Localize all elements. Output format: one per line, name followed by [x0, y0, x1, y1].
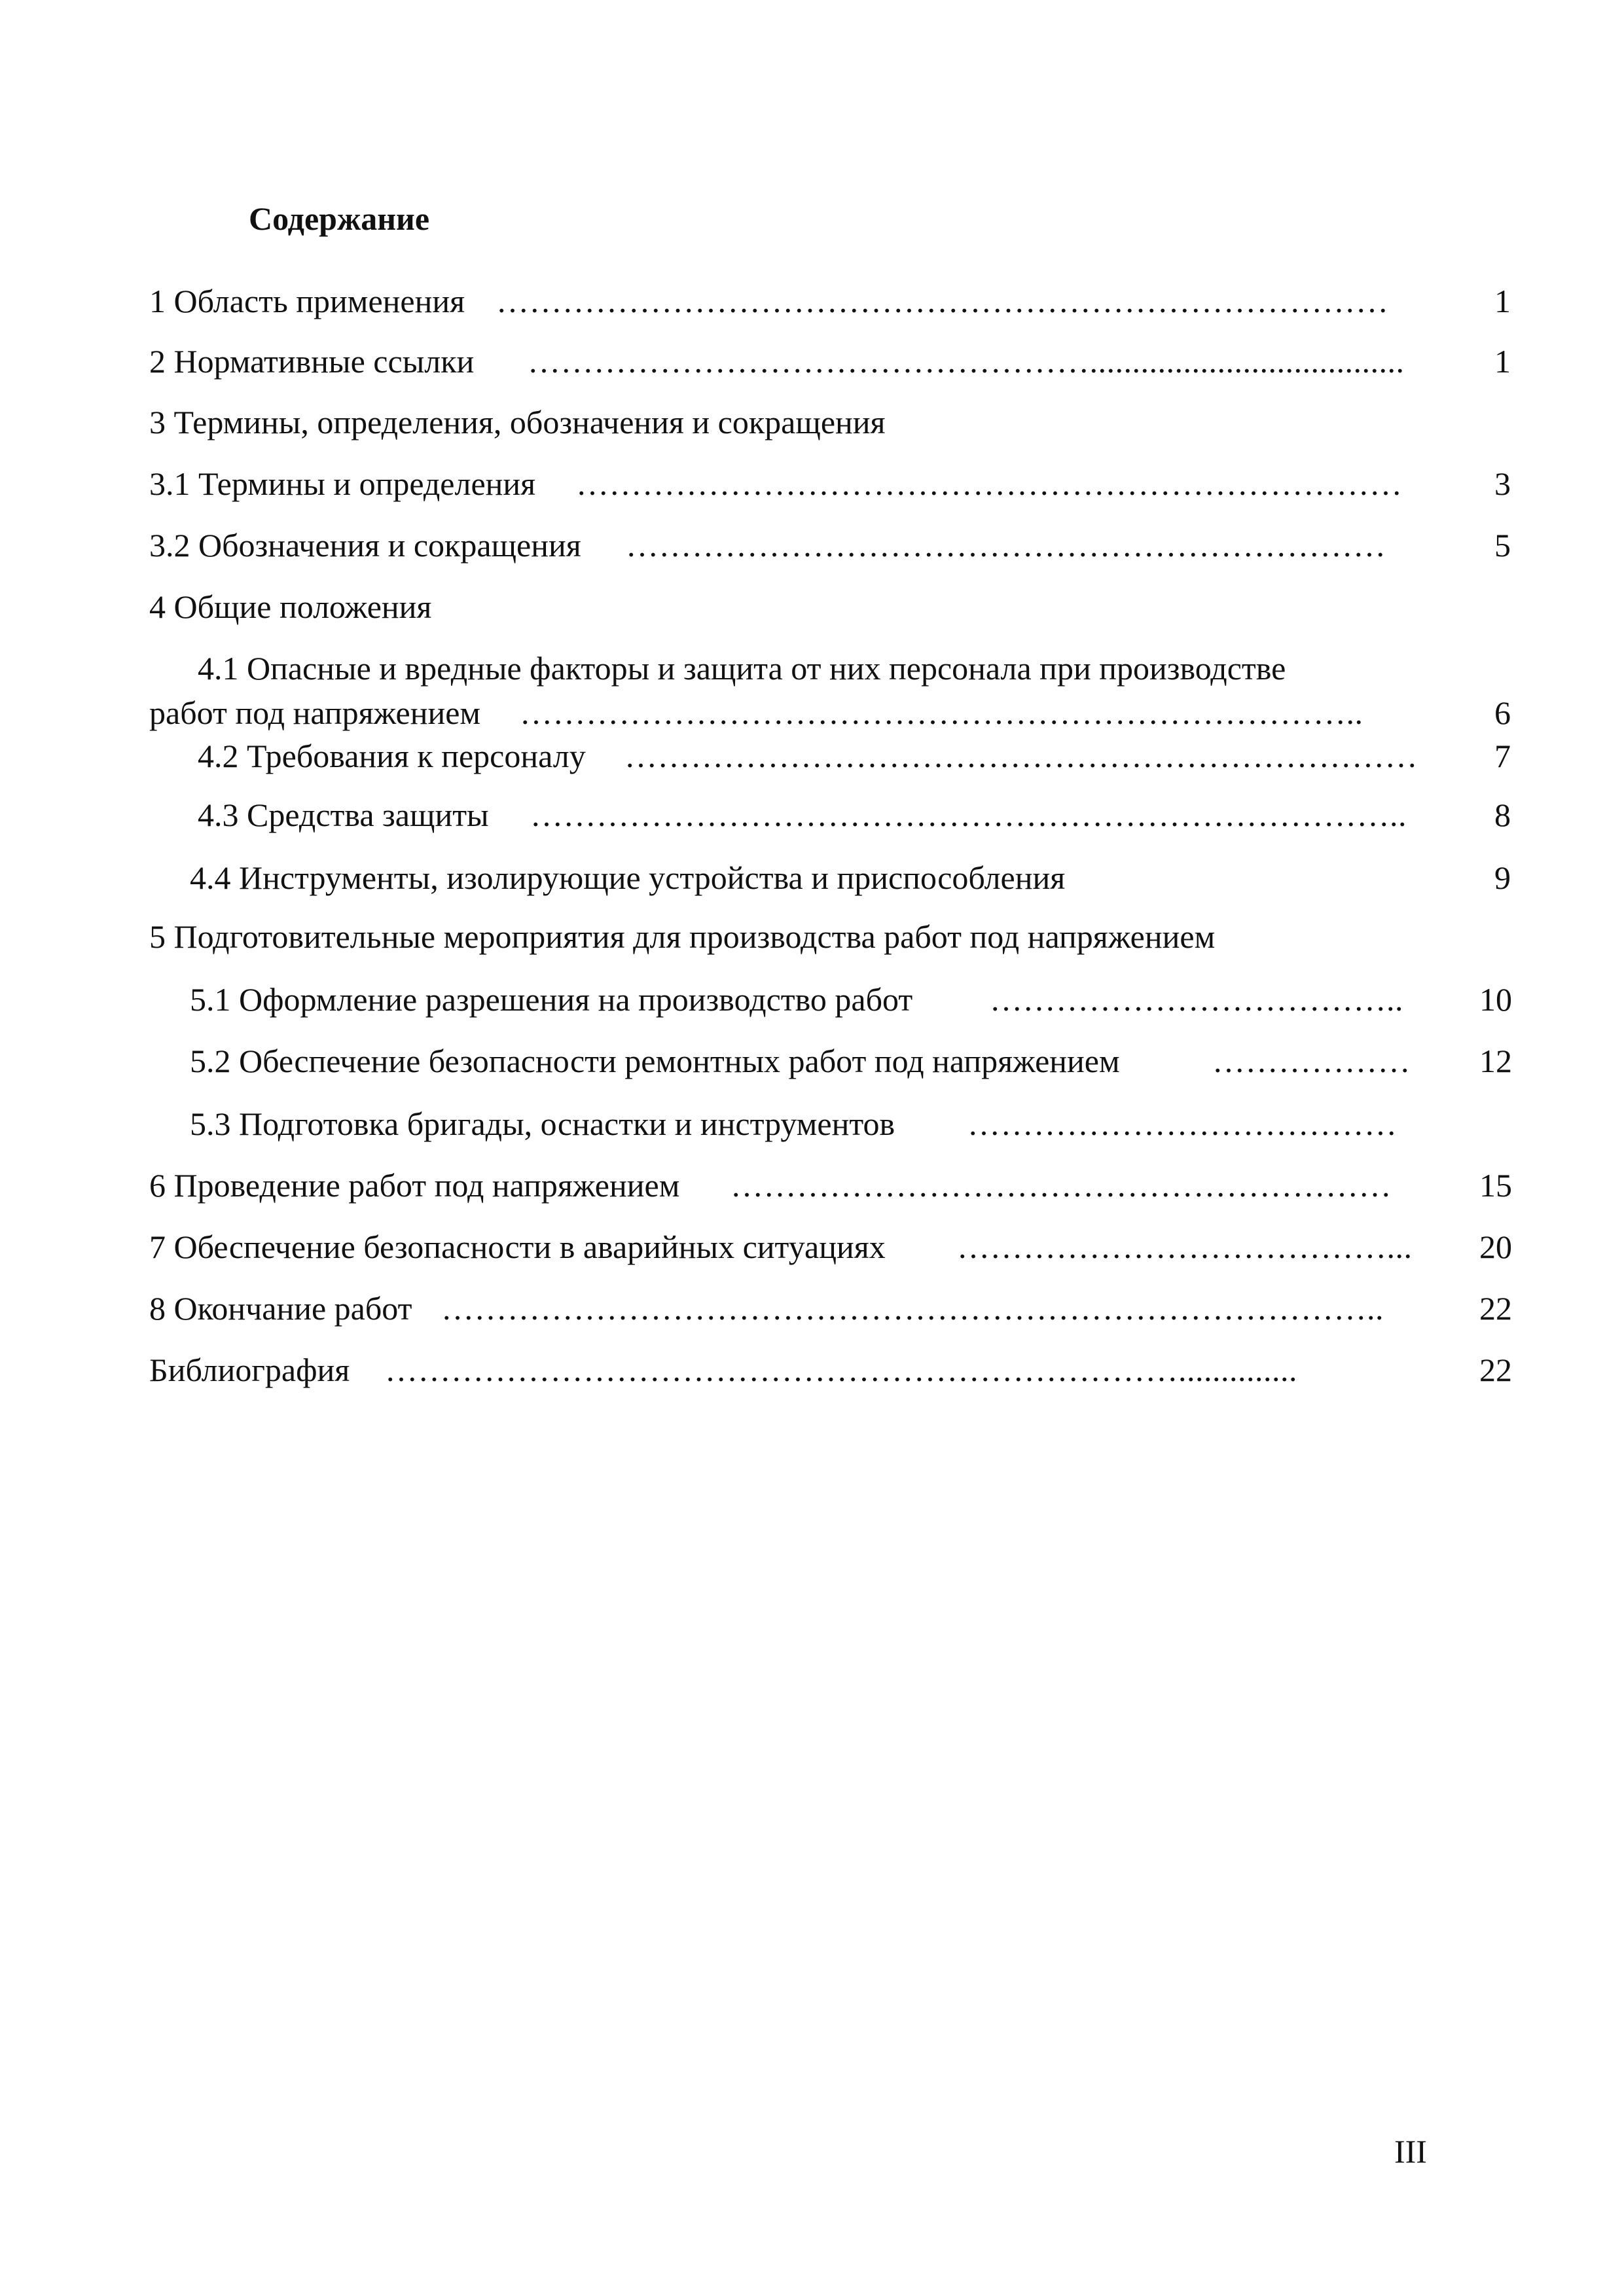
toc-page-number: 1	[1494, 343, 1511, 380]
toc-entry-label: 4.1 Опасные и вредные факторы и защита от них персонала при производстве	[198, 650, 1286, 687]
toc-entry[interactable]	[149, 463, 1511, 504]
toc-entry[interactable]	[149, 1227, 1512, 1267]
toc-dot-leader: …………………………………………………………………..	[520, 694, 1363, 731]
toc-page-number: 9	[1494, 859, 1511, 896]
toc-page-number: 5	[1494, 527, 1511, 564]
toc-entry[interactable]	[149, 1041, 1512, 1081]
toc-page-number: 3	[1494, 465, 1511, 502]
toc-page-number: 22	[1479, 1290, 1512, 1327]
toc-dot-leader: …………………………………...	[957, 1229, 1413, 1265]
toc-entry[interactable]	[149, 1165, 1512, 1206]
toc-entry-label: Библиография	[149, 1352, 350, 1388]
toc-entry[interactable]	[149, 341, 1511, 382]
toc-entry[interactable]	[149, 1288, 1512, 1329]
toc-dot-leader: ………………………………………………………………………	[496, 283, 1389, 319]
toc-page-number: 15	[1479, 1167, 1512, 1204]
toc-entry-label: 2 Нормативные ссылки	[149, 343, 475, 380]
toc-entry[interactable]	[149, 586, 1440, 627]
toc-entry[interactable]	[149, 916, 1440, 957]
toc-dot-leader: ……………………………………………………………………..	[530, 797, 1407, 833]
toc-entry-label: 3 Термины, определения, обозначения и сокращения	[149, 404, 886, 440]
toc-dot-leader: …………………………………………….....................................	[528, 343, 1405, 380]
toc-entry-label: 8 Окончание работ	[149, 1290, 412, 1327]
toc-entry[interactable]	[149, 795, 1511, 835]
toc-dot-leader: ……………………………………………………	[731, 1167, 1392, 1204]
toc-dot-leader: ………………………………………………………………..............	[385, 1352, 1297, 1388]
toc-entry-label: работ под напряжением	[149, 694, 481, 731]
toc-dot-leader: ……………………………………………………………	[626, 527, 1386, 564]
toc-entry[interactable]	[149, 736, 1511, 776]
toc-entry-label: 4.4 Инструменты, изолирующие устройства и приспособления	[190, 859, 1066, 896]
toc-page-number: 7	[1494, 738, 1511, 774]
toc-dot-leader: ………………	[1212, 1043, 1411, 1079]
toc-entry-label: 5 Подготовительные мероприятия для производства работ под напряжением	[149, 918, 1216, 955]
toc-page-number: 10	[1479, 981, 1512, 1018]
toc-dot-leader: …………………………………	[967, 1105, 1398, 1142]
toc-entry-label: 1 Область применения	[149, 283, 465, 319]
toc-entry[interactable]	[149, 648, 1440, 689]
toc-entry[interactable]	[149, 692, 1511, 733]
toc-page-number: 1	[1494, 283, 1511, 319]
toc-entry-label: 6 Проведение работ под напряжением	[149, 1167, 680, 1204]
toc-entry[interactable]	[149, 402, 1440, 442]
toc-page-number: 12	[1479, 1043, 1512, 1079]
toc-page-number: 20	[1479, 1229, 1512, 1265]
toc-entry[interactable]	[149, 979, 1512, 1020]
toc-dot-leader: …………………………………………………………………	[576, 465, 1403, 502]
toc-entry-label: 5.3 Подготовка бригады, оснастки и инструментов	[190, 1105, 895, 1142]
toc-entry[interactable]	[149, 525, 1511, 565]
toc-entry-label: 4.2 Требования к персоналу	[198, 738, 586, 774]
toc-entry[interactable]	[149, 1103, 1440, 1144]
toc-page-number: 22	[1479, 1352, 1512, 1388]
toc-entry[interactable]	[149, 1350, 1512, 1390]
toc-dot-leader: ………………………………………………………………	[624, 738, 1418, 774]
toc-dot-leader: …………………………………………………………………………..	[441, 1290, 1384, 1327]
toc-entry[interactable]	[149, 857, 1511, 898]
toc-entry-label: 5.1 Оформление разрешения на производство работ	[190, 981, 913, 1018]
toc-entry-label: 5.2 Обеспечение безопасности ремонтных работ под напряжением	[190, 1043, 1120, 1079]
toc-entry-label: 4.3 Средства защиты	[198, 797, 489, 833]
toc-entry-label: 3.2 Обозначения и сокращения	[149, 527, 581, 564]
toc-page-number: 8	[1494, 797, 1511, 833]
toc-dot-leader: ………………………………..	[990, 981, 1403, 1018]
toc-entry-label: 3.1 Термины и определения	[149, 465, 536, 502]
toc-entry-label: 4 Общие положения	[149, 588, 432, 625]
toc-entry[interactable]	[149, 281, 1511, 321]
toc-entry-label: 7 Обеспечение безопасности в аварийных ситуациях	[149, 1229, 886, 1265]
toc-page-number: 6	[1494, 694, 1511, 731]
page-number: III	[1394, 2133, 1427, 2170]
page-title: Содержание	[249, 200, 430, 237]
